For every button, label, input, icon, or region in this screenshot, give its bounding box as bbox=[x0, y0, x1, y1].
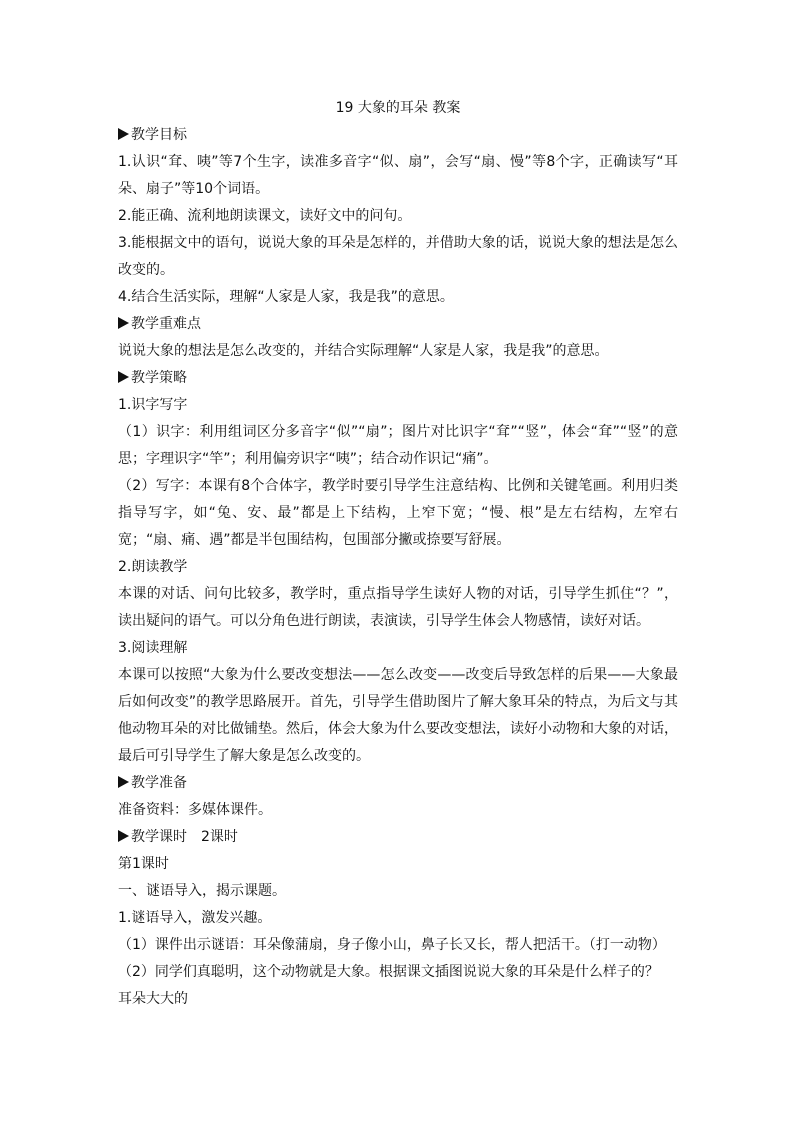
lesson-title: 第1课时 bbox=[118, 856, 169, 872]
triangle-bullet-icon bbox=[118, 317, 129, 329]
lesson-substep: 1.谜语导入，激发兴趣。 bbox=[118, 910, 272, 926]
strategy-paragraph: 本课的对话、问句比较多，教学时，重点指导学生读好人物的对话，引导学生抓住“？”，读出疑问的语气。可以分角色进行朗读，表演读，引导学生体会人物感情，读好对话。 bbox=[118, 586, 678, 629]
triangle-bullet-icon bbox=[118, 128, 129, 140]
document-body bbox=[118, 95, 678, 1013]
triangle-bullet-icon bbox=[118, 776, 129, 788]
strategy-paragraph: 本课可以按照“大象为什么要改变想法——怎么改变——改变后导致怎样的后果——大象最后如何改变”的教学思路展开。首先，引导学生借助图片了解大象耳朵的特点，为后文与其他动物耳朵的对比做铺垫。然后，体会大象为什么要改变想法，读好小动物和大象的对话，最后可引导学生了解大象是怎么改变的。 bbox=[118, 667, 678, 764]
answer-text: 耳朵大大的 bbox=[118, 991, 188, 1007]
page-title: 19 大象的耳朵 教案 bbox=[335, 100, 461, 116]
section-heading-strategy: 教学策略 bbox=[118, 365, 678, 392]
section-heading-key-points: 教学重难点 bbox=[118, 311, 678, 338]
section-heading-periods: 教学课时 2课时 bbox=[118, 824, 678, 851]
section-heading-goals: 教学目标 bbox=[118, 122, 678, 149]
lesson-step: 一、谜语导入，揭示课题。 bbox=[118, 883, 286, 899]
strategy-subtitle: 2.朗读教学 bbox=[118, 559, 188, 575]
strategy-item: （1）识字：利用组词区分多音字“似”“扇”；图片对比识字“耷”“竖”，体会“耷”“竖”的意思；字理识字“竿”；利用偏旁识字“咦”；结合动作识记“痛”。 bbox=[118, 424, 678, 467]
lesson-item: （2）同学们真聪明，这个动物就是大象。根据课文插图说说大象的耳朵是什么样子的？ bbox=[118, 964, 659, 980]
strategy-item: （2）写字：本课有8个合体字，教学时要引导学生注意结构、比例和关键笔画。利用归类指导写字，如“兔、安、最”都是上下结构，上窄下宽；“慢、根”是左右结构，左窄右宽；“扇、痛、遇”都是半包围结构，包围部分撇或捺要写舒展。 bbox=[118, 478, 678, 548]
triangle-bullet-icon bbox=[118, 830, 129, 842]
goal-item: 4.结合生活实际，理解“人家是人家，我是我”的意思。 bbox=[118, 289, 454, 305]
strategy-subtitle: 3.阅读理解 bbox=[118, 640, 188, 656]
goal-item: 3.能根据文中的语句，说说大象的耳朵是怎样的，并借助大象的话，说说大象的想法是怎么改变的。 bbox=[118, 235, 678, 278]
prep-text: 准备资料：多媒体课件。 bbox=[118, 802, 272, 818]
lesson-item: （1）课件出示谜语：耳朵像蒲扇，身子像小山，鼻子长又长，帮人把活干。（打一动物） bbox=[118, 937, 666, 953]
key-points-text: 说说大象的想法是怎么改变的，并结合实际理解“人家是人家，我是我”的意思。 bbox=[118, 343, 609, 359]
goal-item: 2.能正确、流利地朗读课文，读好文中的问句。 bbox=[118, 208, 412, 224]
goal-item: 1.认识“耷、咦”等7个生字，读准多音字“似、扇”，会写“扇、慢”等8个字，正确读写“耳朵、扇子”等10个词语。 bbox=[118, 154, 678, 197]
section-heading-prep: 教学准备 bbox=[118, 770, 678, 797]
triangle-bullet-icon bbox=[118, 371, 129, 383]
strategy-subtitle: 1.识字写字 bbox=[118, 397, 188, 413]
